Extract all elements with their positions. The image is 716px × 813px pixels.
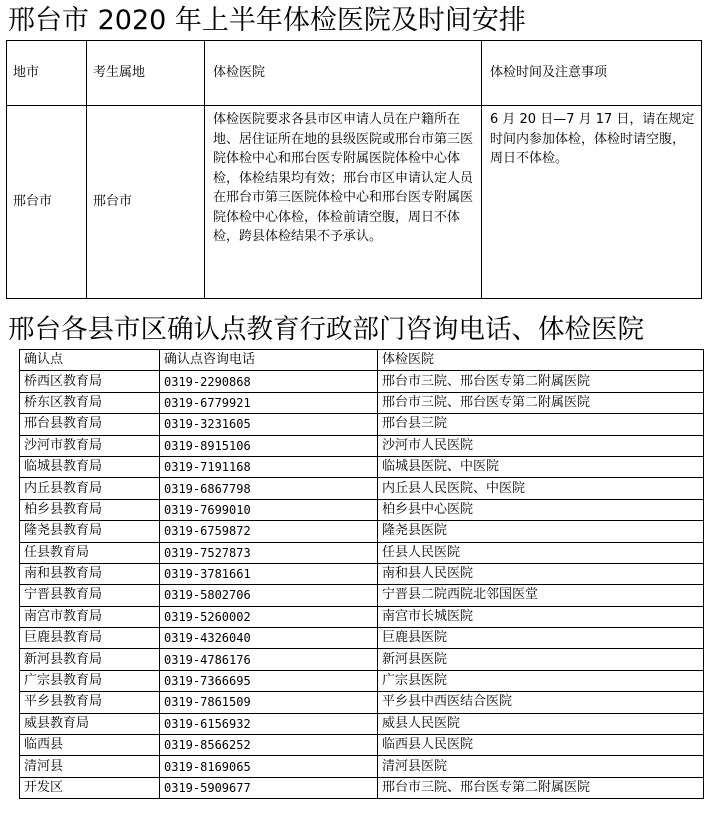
cell-phone: 0319-7366695 — [160, 670, 378, 691]
cell-hospital: 邢台市三院、邢台医专第二附属医院 — [378, 777, 704, 798]
section-title: 邢台各县市区确认点教育行政部门咨询电话、体检医院 — [8, 314, 644, 345]
table-row — [20, 606, 704, 627]
cell-phone: 0319-6779921 — [160, 392, 378, 413]
table-row — [20, 756, 704, 777]
cell-point: 巨鹿县教育局 — [20, 628, 160, 649]
cell-point: 桥东区教育局 — [20, 392, 160, 413]
cell-point: 平乡县教育局 — [20, 692, 160, 713]
cell-point: 开发区 — [20, 777, 160, 798]
table-row — [20, 563, 704, 584]
cell-phone: 0319-2290868 — [160, 371, 378, 392]
table-row — [20, 456, 704, 477]
cell-phone: 0319-6759872 — [160, 521, 378, 542]
cell-hospital: 临城县医院、中医院 — [378, 456, 704, 477]
schedule-table — [6, 40, 702, 299]
cell-hospital: 平乡县中西医结合医院 — [378, 692, 704, 713]
header-residence: 考生属地 — [87, 41, 205, 106]
cell-hospital: 隆尧县医院 — [378, 521, 704, 542]
cell-hospital: 清河县医院 — [378, 756, 704, 777]
cell-hospital: 任县人民医院 — [378, 542, 704, 563]
cell-hospital: 威县人民医院 — [378, 713, 704, 734]
cell-phone: 0319-4326040 — [160, 628, 378, 649]
cell-point: 邢台县教育局 — [20, 414, 160, 435]
cell-hospital: 新河县医院 — [378, 649, 704, 670]
table-row — [20, 713, 704, 734]
cell-hospital: 广宗县医院 — [378, 670, 704, 691]
cell-phone: 0319-6867798 — [160, 478, 378, 499]
table-row — [20, 692, 704, 713]
cell-point: 南宫市教育局 — [20, 606, 160, 627]
table-row — [20, 735, 704, 756]
cell-phone: 0319-8169065 — [160, 756, 378, 777]
cell-hospital: 巨鹿县医院 — [378, 628, 704, 649]
table-row — [20, 414, 704, 435]
table-row — [20, 670, 704, 691]
schedule-header-row — [7, 41, 702, 106]
cell-point: 隆尧县教育局 — [20, 521, 160, 542]
table-row — [20, 371, 704, 392]
cell-residence: 邢台市 — [87, 106, 205, 299]
cell-hospital: 邢台市三院、邢台医专第二附属医院 — [378, 371, 704, 392]
cell-phone: 0319-8566252 — [160, 735, 378, 756]
schedule-row — [7, 106, 702, 299]
cell-hospital: 邢台市三院、邢台医专第二附属医院 — [378, 392, 704, 413]
header-city: 地市 — [7, 41, 87, 106]
cell-city: 邢台市 — [7, 106, 87, 299]
header-phone: 确认点咨询电话 — [160, 350, 378, 371]
table-row — [20, 478, 704, 499]
contacts-header-row — [20, 350, 704, 371]
cell-point: 南和县教育局 — [20, 563, 160, 584]
cell-point: 临西县 — [20, 735, 160, 756]
table-row — [20, 435, 704, 456]
cell-point: 清河县 — [20, 756, 160, 777]
cell-point: 内丘县教育局 — [20, 478, 160, 499]
cell-point: 临城县教育局 — [20, 456, 160, 477]
cell-phone: 0319-7861509 — [160, 692, 378, 713]
cell-phone: 0319-3231605 — [160, 414, 378, 435]
cell-phone: 0319-5802706 — [160, 585, 378, 606]
cell-phone: 0319-7191168 — [160, 456, 378, 477]
cell-hospital: 邢台县三院 — [378, 414, 704, 435]
cell-point: 桥西区教育局 — [20, 371, 160, 392]
cell-phone: 0319-6156932 — [160, 713, 378, 734]
cell-point: 柏乡县教育局 — [20, 499, 160, 520]
cell-phone: 0319-8915106 — [160, 435, 378, 456]
cell-hospital: 南宫市长城医院 — [378, 606, 704, 627]
cell-point: 任县教育局 — [20, 542, 160, 563]
table-row — [20, 585, 704, 606]
page-title: 邢台市 2020 年上半年体检医院及时间安排 — [8, 5, 526, 36]
table-row — [20, 499, 704, 520]
cell-point: 宁晋县教育局 — [20, 585, 160, 606]
table-row — [20, 392, 704, 413]
cell-hospital: 沙河市人民医院 — [378, 435, 704, 456]
table-row — [20, 777, 704, 798]
table-row — [20, 542, 704, 563]
cell-phone: 0319-5909677 — [160, 777, 378, 798]
header-hospital: 体检医院 — [205, 41, 482, 106]
cell-point: 沙河市教育局 — [20, 435, 160, 456]
table-row — [20, 628, 704, 649]
header-point: 确认点 — [20, 350, 160, 371]
cell-phone: 0319-5260002 — [160, 606, 378, 627]
cell-hospital: 南和县人民医院 — [378, 563, 704, 584]
cell-point: 广宗县教育局 — [20, 670, 160, 691]
table-row — [20, 521, 704, 542]
cell-phone: 0319-7699010 — [160, 499, 378, 520]
cell-hospital: 宁晋县二院西院北邻国医堂 — [378, 585, 704, 606]
cell-phone: 0319-7527873 — [160, 542, 378, 563]
cell-point: 威县教育局 — [20, 713, 160, 734]
cell-hospital: 柏乡县中心医院 — [378, 499, 704, 520]
contacts-table — [19, 349, 704, 799]
cell-point: 新河县教育局 — [20, 649, 160, 670]
cell-hospital: 内丘县人民医院、中医院 — [378, 478, 704, 499]
header-hospital: 体检医院 — [378, 350, 704, 371]
cell-hospital: 体检医院要求各县市区申请人员在户籍所在地、居住证所在地的县级医院或邢台市第三医院体检中心和邢台医专附属医院体检中心体检，体检结果均有效；邢台市区申请认定人员在邢台市第三医院体检中心和邢台医专附属医院体检中心体检，体检前请空腹，周日不体检，跨县体检结果不予承认。 — [205, 106, 482, 299]
cell-phone: 0319-3781661 — [160, 563, 378, 584]
cell-hospital: 临西县人民医院 — [378, 735, 704, 756]
table-row — [20, 649, 704, 670]
header-time-notes: 体检时间及注意事项 — [482, 41, 702, 106]
cell-time-notes: 6 月 20 日—7 月 17 日，请在规定时间内参加体检，体检时请空腹，周日不体检。 — [482, 106, 702, 299]
cell-phone: 0319-4786176 — [160, 649, 378, 670]
